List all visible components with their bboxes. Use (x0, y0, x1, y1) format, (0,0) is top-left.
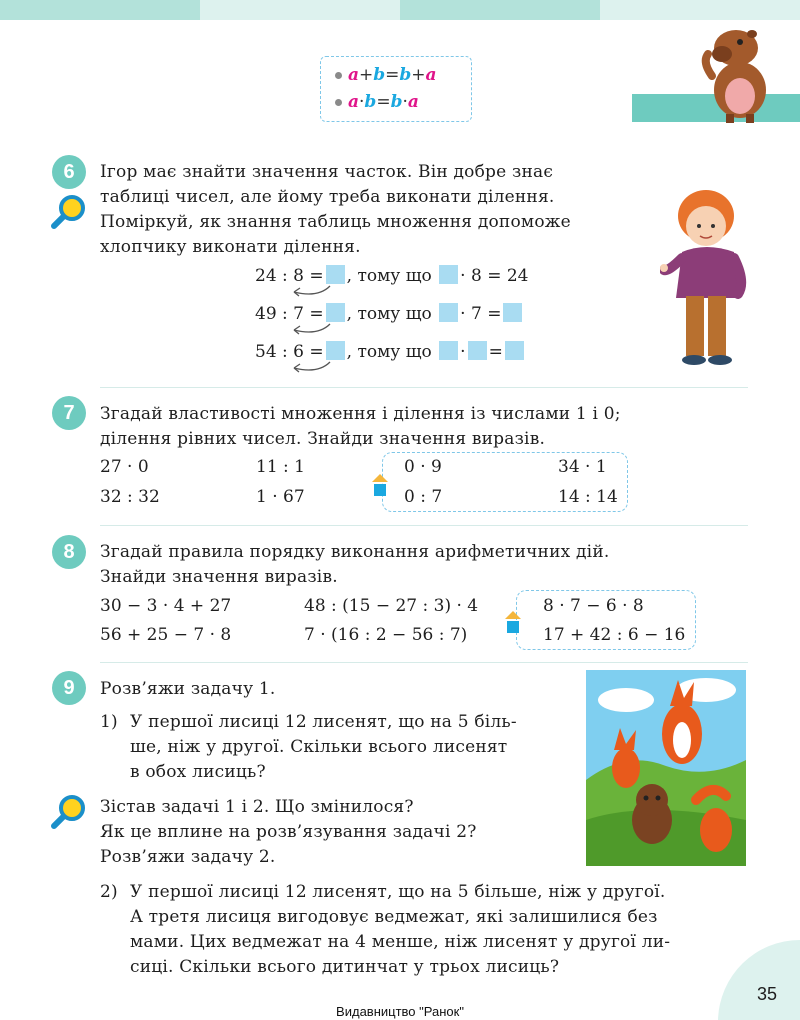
task-8-line-1: Згадай правила порядку виконання арифметичних дій. (100, 542, 610, 562)
expression: 14 : 14 (558, 487, 618, 507)
formula-multiplication: a·b=b·a (335, 92, 419, 112)
task-9-part-2-line-4: сиці. Скільки всього дитинчат у трьох лисиць? (130, 957, 560, 977)
boy-illustration (660, 186, 756, 370)
task-9-part-2-line-2: А третя лисиця вигодовує ведмежат, які залишилися без (130, 907, 658, 927)
challenge-box (516, 590, 696, 650)
expression: 0 · 9 (404, 457, 442, 477)
expression: 17 + 42 : 6 − 16 (543, 625, 686, 645)
task-6-line-4: хлопчику виконати ділення. (100, 237, 361, 257)
task-9-part-1-line-1: У першої лисиці 12 лисенят, що на 5 біль- (130, 712, 517, 732)
divider (100, 525, 748, 526)
task-9-compare-line-1: Зістав задачі 1 і 2. Що змінилося? (100, 797, 414, 817)
curved-arrows (288, 282, 338, 382)
expression: 1 · 67 (256, 487, 305, 507)
task-9-part-2-line-3: мами. Цих ведмежат на 4 менше, ніж лисенят у другої ли- (130, 932, 671, 952)
task-9-part-2-line-1: У першої лисиці 12 лисенят, що на 5 більше, ніж у другої. (130, 882, 666, 902)
task-6-row-3: 54 : 6 = , тому що · = (255, 341, 526, 362)
top-stripe-2 (200, 0, 400, 20)
capybara-illustration (700, 24, 780, 124)
magnifier-icon (50, 192, 88, 230)
expression: 32 : 32 (100, 487, 160, 507)
divider (100, 662, 748, 663)
challenge-box (382, 452, 628, 512)
answer-box[interactable] (468, 341, 487, 360)
expression: 11 : 1 (256, 457, 305, 477)
divider (100, 387, 748, 388)
top-stripe-4 (600, 0, 800, 20)
magnifier-icon (50, 792, 88, 830)
level-house-icon (503, 609, 523, 635)
answer-box[interactable] (439, 265, 458, 284)
answer-box[interactable] (505, 341, 524, 360)
task-9-part-1-line-2: ше, ніж у другої. Скільки всього лисенят (130, 737, 508, 757)
formula-addition: a+b=b+a (335, 65, 437, 85)
expression: 30 − 3 · 4 + 27 (100, 596, 232, 616)
task-6-number: 6 (52, 155, 86, 189)
task-9-compare-line-3: Розв’яжи задачу 2. (100, 847, 276, 867)
expression: 56 + 25 − 7 · 8 (100, 625, 232, 645)
task-6-line-1: Ігор має знайти значення часток. Він добре знає (100, 162, 554, 182)
expression: 34 · 1 (558, 457, 607, 477)
answer-box[interactable] (439, 341, 458, 360)
publisher-footer: Видавництво "Ранок" (336, 1004, 464, 1019)
answer-box[interactable] (439, 303, 458, 322)
task-6-line-2: таблиці чисел, але йому треба виконати ділення. (100, 187, 555, 207)
task-9-number: 9 (52, 671, 86, 705)
expression: 8 · 7 − 6 · 8 (543, 596, 644, 616)
level-house-icon (370, 472, 390, 498)
expression: 7 · (16 : 2 − 56 : 7) (304, 625, 468, 645)
top-stripe-3 (400, 0, 600, 20)
expression: 48 : (15 − 27 : 3) · 4 (304, 596, 479, 616)
task-9-intro: Розв’яжи задачу 1. (100, 679, 276, 699)
task-9-compare-line-2: Як це вплине на розв’язування задачі 2? (100, 822, 477, 842)
expression: 27 · 0 (100, 457, 149, 477)
expression: 0 : 7 (404, 487, 443, 507)
answer-box[interactable] (503, 303, 522, 322)
top-stripe-1 (0, 0, 200, 20)
foxes-illustration (586, 670, 746, 866)
task-7-line-2: ділення рівних чисел. Знайди значення виразів. (100, 429, 546, 449)
task-9-part-1-label: 1) (100, 712, 118, 732)
task-9-part-1-line-3: в обох лисиць? (130, 762, 266, 782)
task-6-row-1: 24 : 8 = , тому що · 8 = 24 (255, 266, 529, 286)
task-8-number: 8 (52, 535, 86, 569)
page-number: 35 (757, 984, 778, 1004)
task-7-number: 7 (52, 396, 86, 430)
task-9-part-2-label: 2) (100, 882, 118, 902)
task-6-row-2: 49 : 7 = , тому що · 7 = (255, 303, 524, 324)
task-7-line-1: Згадай властивості множення і ділення із числами 1 і 0; (100, 404, 621, 424)
commutative-formula-box (320, 56, 472, 122)
task-6-line-3: Поміркуй, як знання таблиць множення допоможе (100, 212, 571, 232)
task-8-line-2: Знайди значення виразів. (100, 567, 338, 587)
